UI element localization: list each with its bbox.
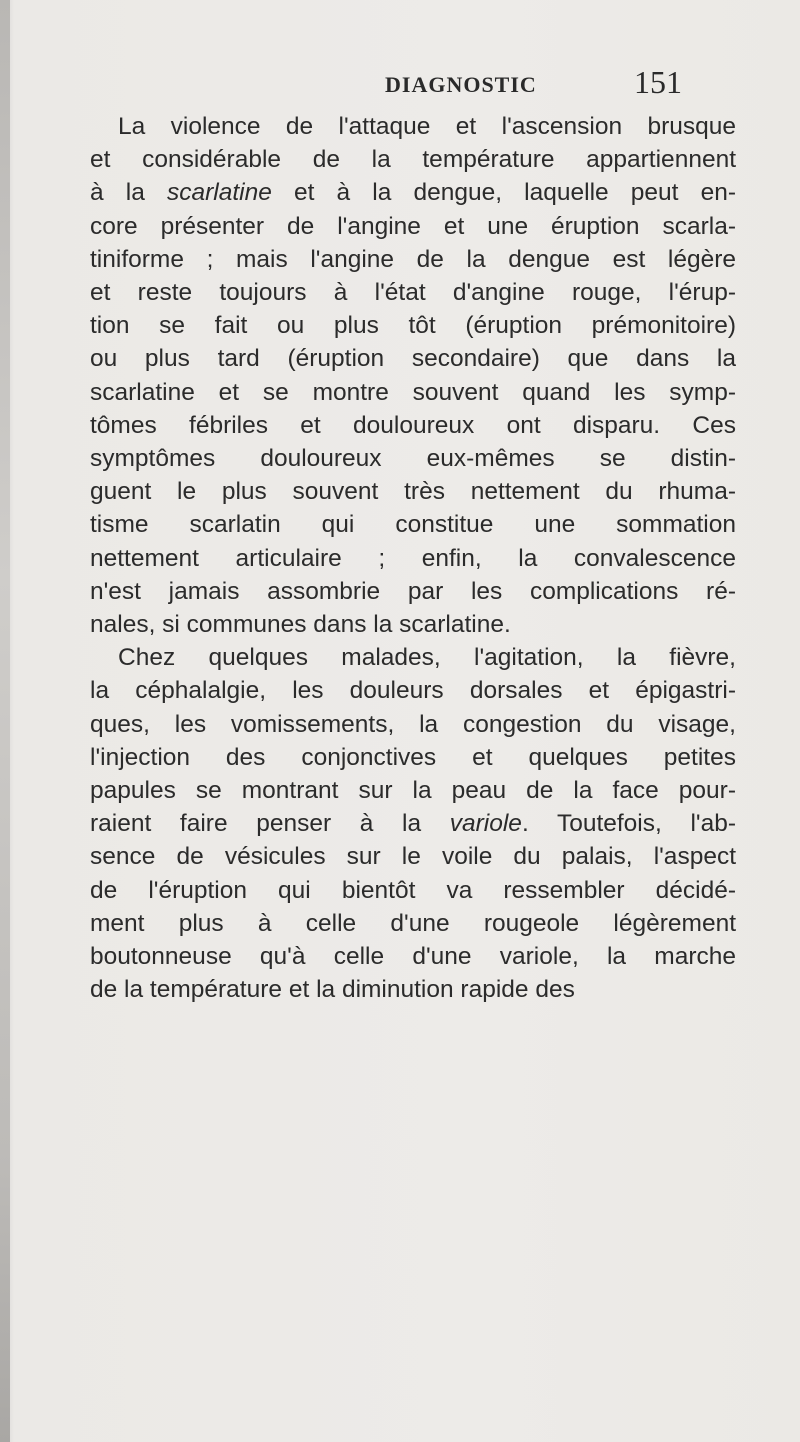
text-line: guent le plus souvent très nettement du rhuma-	[90, 478, 736, 506]
text-line: nettement articulaire ; enfin, la convalescence	[90, 544, 736, 572]
text-line: tion se fait ou plus tôt (éruption prémonitoire)	[90, 312, 736, 340]
emphasis-variole: variole	[449, 810, 522, 838]
emphasis-scarlatine: scarlatine	[166, 179, 272, 207]
text-line: ques, les vomissements, la congestion du visage,	[90, 710, 736, 738]
text-line: à la scarlatine et à la dengue, laquelle peut en-	[90, 179, 737, 207]
paragraph-2	[90, 641, 736, 1006]
page-header	[0, 0, 800, 110]
text-line: de la température et la diminution rapide des	[90, 976, 575, 1004]
running-head: DIAGNOSTIC	[385, 72, 537, 97]
text-line: nales, si communes dans la scarlatine.	[90, 611, 511, 639]
text-line: la céphalalgie, les douleurs dorsales et épigastri-	[90, 677, 736, 705]
page-binding-shadow	[0, 0, 10, 1442]
text-line: raient faire penser à la variole. Toutefois, l'ab-	[90, 810, 736, 838]
body-text	[90, 110, 736, 1006]
text-line: et considérable de la température appartiennent	[90, 146, 736, 174]
text-line: La violence de l'attaque et l'ascension brusque	[118, 113, 736, 140]
text-line: Chez quelques malades, l'agitation, la fièvre,	[118, 644, 736, 672]
text-line: tisme scarlatin qui constitue une sommation	[90, 511, 736, 539]
text-line: tômes fébriles et douloureux ont disparu. Ces	[90, 411, 736, 439]
text-line: sence de vésicules sur le voile du palais, l'aspect	[90, 843, 736, 871]
text-line: de l'éruption qui bientôt va ressembler décidé-	[90, 876, 736, 904]
text-line: ment plus à celle d'une rougeole légèrement	[90, 909, 736, 937]
text-line: tiniforme ; mais l'angine de la dengue est légère	[90, 245, 736, 273]
text-line: scarlatine et se montre souvent quand les symp-	[90, 378, 736, 406]
text-line: n'est jamais assombrie par les complications ré-	[90, 577, 736, 605]
text-line: et reste toujours à l'état d'angine rouge, l'érup-	[90, 279, 736, 307]
text-line: symptômes douloureux eux-mêmes se distin-	[90, 445, 736, 473]
text-line: l'injection des conjonctives et quelques petites	[90, 743, 736, 771]
text-line: core présenter de l'angine et une éruption scarla-	[90, 212, 736, 240]
page-number: 151	[634, 64, 682, 100]
text-line: ou plus tard (éruption secondaire) que dans la	[90, 345, 736, 373]
text-line: boutonneuse qu'à celle d'une variole, la marche	[90, 943, 736, 971]
text-line: papules se montrant sur la peau de la face pour-	[90, 777, 736, 805]
paragraph-1	[90, 110, 736, 641]
